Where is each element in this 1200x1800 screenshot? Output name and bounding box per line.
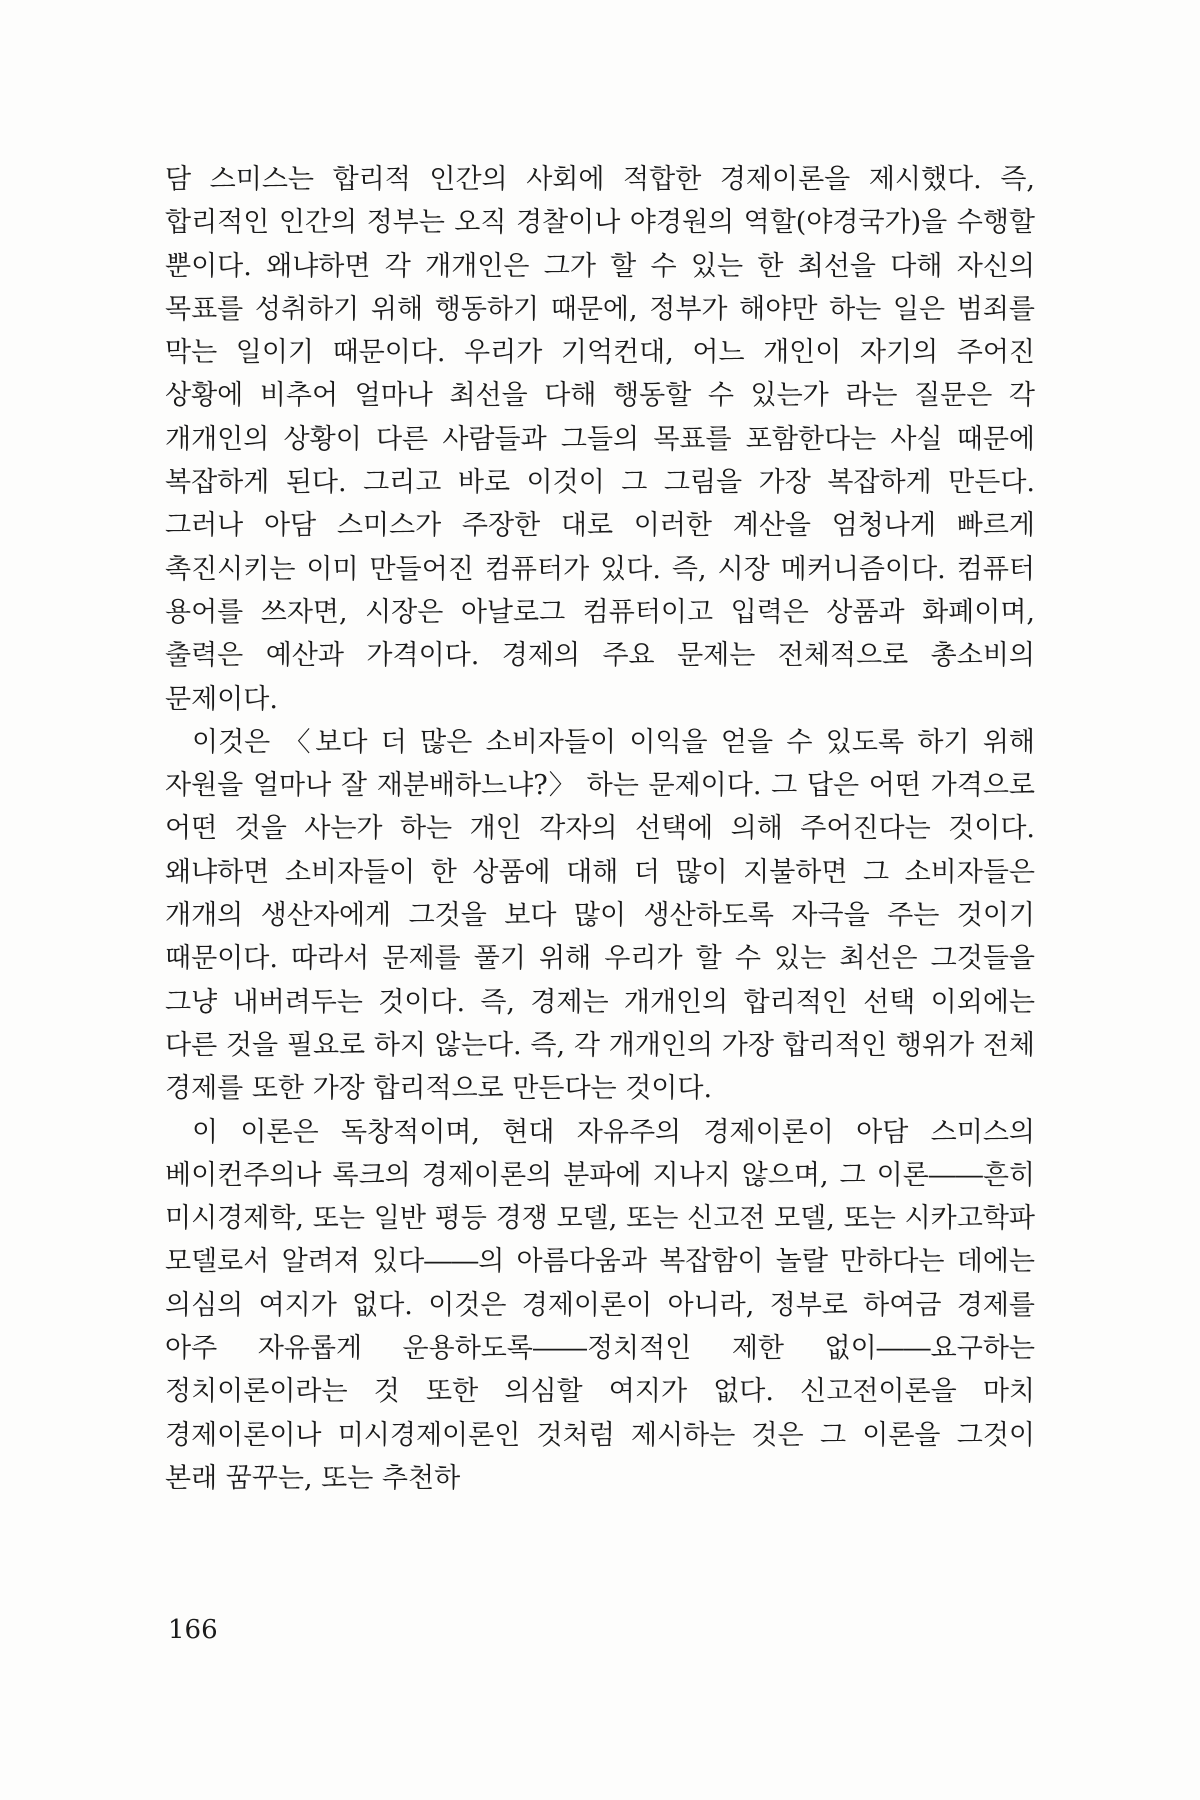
paragraph-2: 이것은 〈보다 더 많은 소비자들이 이익을 얻을 수 있도록 하기 위해 자원을 얼마나 잘 재분배하느냐?〉 하는 문제이다. 그 답은 어떤 가격으로 어떤 것을 사는가 하는 개인 각자의 선택에 의해 주어진다는 것이다. 왜냐하면 소비자들이 한 상품에 대해 더 많이 지불하면 그 소비자들은 개개의 생산자에게 그것을 보다 많이 생산하도록 자극을 주는 것이기 때문이다. 따라서 문제를 풀기 위해 우리가 할 수 있는 최선은 그것들을 그냥 내버려두는 것이다. 즉, 경제는 개개인의 합리적인 선택 이외에는 다른 것을 필요로 하지 않는다. 즉, 각 개개인의 가장 합리적인 행위가 전체 경제를 또한 가장 합리적으로 만든다는 것이다. [165, 726, 1035, 1105]
page-number: 166 [168, 1615, 218, 1645]
body-text [165, 158, 1035, 1500]
paragraph-1: 담 스미스는 합리적 인간의 사회에 적합한 경제이론을 제시했다. 즉, 합리적인 인간의 정부는 오직 경찰이나 야경원의 역할(야경국가)을 수행할 뿐이다. 왜냐하면 각 개개인은 그가 할 수 있는 한 최선을 다해 자신의 목표를 성취하기 위해 행동하기 때문에, 정부가 해야만 하는 일은 범죄를 막는 일이기 때문이다. 우리가 기억컨대, 어느 개인이 자기의 주어진 상황에 비추어 얼마나 최선을 다해 행동할 수 있는가 라는 질문은 각 개개인의 상황이 다른 사람들과 그들의 목표를 포함한다는 사실 때문에 복잡하게 된다. 그리고 바로 이것이 그 그림을 가장 복잡하게 만든다. 그러나 아담 스미스가 주장한 대로 이러한 계산을 엄청나게 빠르게 촉진시키는 이미 만들어진 컴퓨터가 있다. 즉, 시장 메커니즘이다. 컴퓨터 용어를 쓰자면, 시장은 아날로그 컴퓨터이고 입력은 상품과 화폐이며, 출력은 예산과 가격이다. 경제의 주요 문제는 전체적으로 총소비의 문제이다. [165, 164, 1035, 715]
paragraph-3: 이 이론은 독창적이며, 현대 자유주의 경제이론이 아담 스미스의 베이컨주의나 록크의 경제이론의 분파에 지나지 않으며, 그 이론――흔히 미시경제학, 또는 일반 평등 경쟁 모델, 또는 신고전 모델, 또는 시카고학파 모델로서 알려져 있다――의 아름다움과 복잡함이 놀랄 만하다는 데에는 의심의 여지가 없다. 이것은 경제이론이 아니라, 정부로 하여금 경제를 아주 자유롭게 운용하도록――정치적인 제한 없이――요구하는 정치이론이라는 것 또한 의심할 여지가 없다. 신고전이론을 마치 경제이론이나 미시경제이론인 것처럼 제시하는 것은 그 이론을 그것이 본래 꿈꾸는, 또는 추천하 [165, 1116, 1035, 1494]
